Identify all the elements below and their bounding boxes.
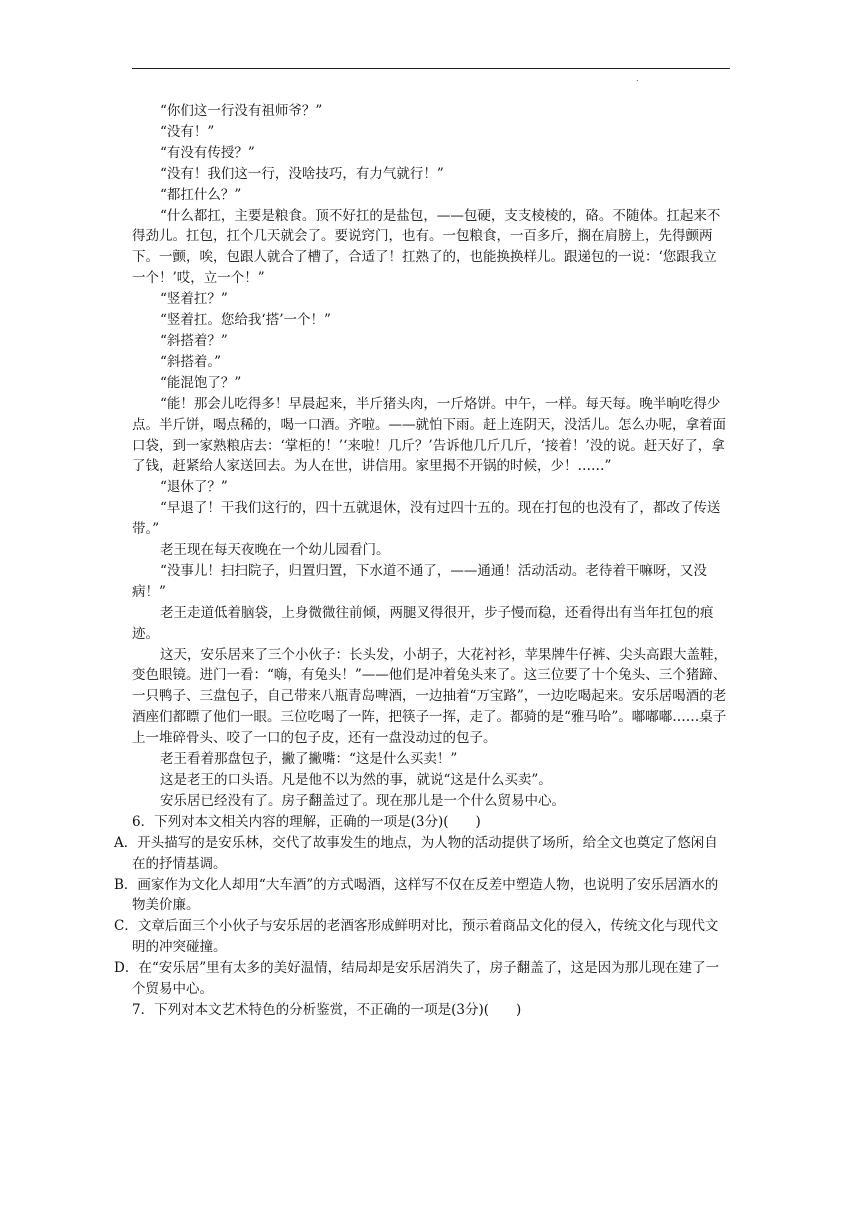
paragraph: 老王现在每天夜晚在一个幼儿园看门。 xyxy=(160,542,390,559)
header-rule xyxy=(132,68,730,69)
dialogue-line: “能混饱了？” xyxy=(160,374,242,391)
question-6-stem: 6．下列对本文相关内容的理解，正确的一项是(3分)( ) xyxy=(132,813,481,830)
question-6-option-d: D．在“安乐居”里有太多的美好温情，结局却是安乐居消失了，房子翻盖了，这是因为那儿现在建了一个贸易中心。 xyxy=(114,960,720,998)
paragraph: 老王看着那盘包子，撇了撇嘴：“这是什么买卖！” xyxy=(160,751,458,768)
paragraph: “什么都扛，主要是粮食。顶不好扛的是盐包，——包硬，支支棱棱的，硌。不随体。扛起来不得劲儿。扛包，扛个几天就会了。要说窍门，也有。一包粮食，一百多斤，搁在肩膀上，先得颤两下。一颤，唉，包跟人就合了槽了，合适了！扛熟了的，也能换换样儿。跟递包的一说：‘您跟我立一个！’哎，立一个！” xyxy=(132,207,721,287)
question-6-option-b: B．画家作为文化人却用“大车酒”的方式喝酒，这样写不仅在反差中塑造人物，也说明了安乐居酒水的物美价廉。 xyxy=(114,876,719,914)
header-mark: . xyxy=(636,74,639,83)
document-body xyxy=(114,101,730,1021)
dialogue-line: “斜搭着？” xyxy=(160,332,228,349)
paragraph: 这天，安乐居来了三个小伙子：长头发，小胡子，大花衬衫，苹果牌牛仔裤、尖头高跟大盖鞋，变色眼镜。进门一看：“嗨，有兔头！”——他们是冲着兔头来了。这三位要了十个兔头、三个猪蹄、一只鸭子、三盘包子，自己带来八瓶青岛啤酒，一边抽着“万宝路”，一边吃喝起来。安乐居喝酒的老酒座们都瞟了他们一眼。三位吃喝了一阵，把筷子一挥，走了。都骑的是“雅马哈”。嘟嘟嘟……桌子上一堆碎骨头、咬了一口的包子皮，还有一盘没动过的包子。 xyxy=(132,646,727,747)
dialogue-line: “没有！” xyxy=(160,123,215,140)
paragraph: 老王走道低着脑袋，上身微微往前倾，两腿叉得很开，步子慢而稳，还看得出有当年扛包的痕迹。 xyxy=(132,604,714,642)
dialogue-line: “有没有传授？” xyxy=(160,144,255,161)
dialogue-line: “退休了？” xyxy=(160,479,228,496)
dialogue-line: “竖着扛？” xyxy=(160,291,228,308)
dialogue-line: “竖着扛。您给我‘搭’一个！” xyxy=(160,312,331,329)
paragraph: 这是老王的口头语。凡是他不以为然的事，就说“这是什么买卖”。 xyxy=(160,772,552,788)
dialogue-line: “斜搭着。” xyxy=(160,353,222,370)
dialogue-line: “你们这一行没有祖师爷？” xyxy=(160,103,323,119)
question-6-option-c: C．文章后面三个小伙子与安乐居的老酒客形成鲜明对比，预示着商品文化的侵入，传统文化与现代文明的冲突碰撞。 xyxy=(114,918,719,956)
question-6-option-a: A．开头描写的是安乐林，交代了故事发生的地点，为人物的活动提供了场所，给全文也奠定了悠闲自在的抒情基调。 xyxy=(114,834,718,872)
question-7-stem: 7．下列对本文艺术特色的分析鉴赏，不正确的一项是(3分)( ) xyxy=(132,1001,522,1018)
dialogue-line: “没有！我们这一行，没啥技巧，有力气就行！” xyxy=(160,165,444,182)
paragraph: “能！那会儿吃得多！早晨起来，半斤猪头肉，一斤烙饼。中午，一样。每天每。晚半晌吃得少点。半斤饼，喝点稀的，喝一口酒。齐啦。——就怕下雨。赶上连阴天，没活儿。怎么办呢，拿着面口袋，到一家熟粮店去：‘掌柜的！’‘来啦！几斤？’告诉他几斤几斤，‘接着！’没的说。赶天好了，拿了钱，赶紧给人家送回去。为人在世，讲信用。家里揭不开锅的时候，少！……” xyxy=(132,395,726,475)
paragraph: “早退了！干我们这行的，四十五就退休，没有过四十五的。现在打包的也没有了，都改了传送带。” xyxy=(132,500,721,538)
paragraph: “没事儿！扫扫院子，归置归置，下水道不通了，——通通！活动活动。老待着干嘛呀，又没病！” xyxy=(132,562,707,600)
dialogue-line: “都扛什么？” xyxy=(160,186,242,203)
paragraph: 安乐居已经没有了。房子翻盖过了。现在那儿是一个什么贸易中心。 xyxy=(160,792,565,809)
